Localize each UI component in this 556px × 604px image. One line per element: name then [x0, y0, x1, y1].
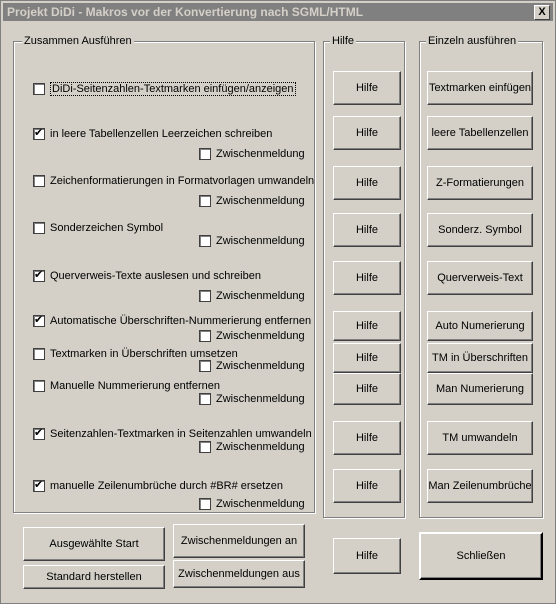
run-single-button[interactable]: TM in Überschriften — [427, 343, 533, 373]
option-label: Sonderzeichen Symbol — [50, 222, 164, 234]
intermediate-message-label: Zwischenmeldung — [216, 498, 305, 510]
window-title: Projekt DiDi - Makros vor der Konvertierung nach SGML/HTML — [7, 5, 364, 19]
option-label: DiDi-Seitenzahlen-Textmarken einfügen/anzeigen — [52, 83, 294, 95]
option-row[interactable] — [33, 222, 163, 234]
intermediate-message-row[interactable] — [199, 148, 305, 160]
group-run-together-label: Zusammen Ausführen — [24, 35, 132, 47]
intermediate-message-row[interactable] — [199, 235, 305, 247]
run-single-button[interactable]: Querverweis-Text — [427, 261, 533, 295]
intermediate-message-checkbox[interactable] — [199, 195, 211, 207]
intermediate-message-label: Zwischenmeldung — [216, 195, 305, 207]
reset-default-button[interactable]: Standard herstellen — [23, 565, 165, 589]
intermediate-message-label: Zwischenmeldung — [216, 290, 305, 302]
messages-on-button[interactable]: Zwischenmeldungen an — [173, 524, 305, 558]
help-button[interactable]: Hilfe — [333, 469, 401, 503]
option-row[interactable] — [33, 348, 238, 360]
option-checkbox[interactable] — [33, 380, 45, 392]
intermediate-message-label: Zwischenmeldung — [216, 441, 305, 453]
option-label: in leere Tabellenzellen Leerzeichen schreiben — [50, 128, 273, 140]
help-button[interactable]: Hilfe — [333, 166, 401, 200]
close-icon[interactable]: X — [534, 5, 550, 20]
option-checkbox[interactable] — [33, 428, 45, 440]
run-selected-button[interactable]: Ausgewählte Start — [23, 527, 165, 561]
close-button[interactable]: Schließen — [419, 532, 543, 580]
help-button[interactable]: Hilfe — [333, 311, 401, 341]
intermediate-message-checkbox[interactable] — [199, 235, 211, 247]
option-checkbox[interactable] — [33, 480, 45, 492]
option-row[interactable] — [33, 380, 220, 392]
help-button[interactable]: Hilfe — [333, 213, 401, 247]
option-row[interactable] — [33, 82, 296, 96]
intermediate-message-checkbox[interactable] — [199, 290, 211, 302]
intermediate-message-checkbox[interactable] — [199, 330, 211, 342]
run-single-button[interactable]: leere Tabellenzellen — [427, 116, 533, 150]
run-single-button[interactable]: Textmarken einfügen — [427, 71, 533, 105]
option-row[interactable] — [33, 428, 312, 440]
option-checkbox[interactable] — [33, 83, 45, 95]
run-single-button[interactable]: Auto Numerierung — [427, 311, 533, 341]
intermediate-message-row[interactable] — [199, 330, 305, 342]
run-single-button[interactable]: Man Zeilenumbrüche — [427, 469, 533, 503]
help-button[interactable]: Hilfe — [333, 343, 401, 373]
intermediate-message-label: Zwischenmeldung — [216, 330, 305, 342]
intermediate-message-label: Zwischenmeldung — [216, 235, 305, 247]
run-single-button[interactable]: TM umwandeln — [427, 421, 533, 455]
group-single-label: Einzeln ausführen — [428, 35, 517, 47]
intermediate-message-checkbox[interactable] — [199, 393, 211, 405]
option-label: manuelle Zeilenumbrüche durch #BR# ersetzen — [50, 480, 283, 492]
option-checkbox[interactable] — [33, 128, 45, 140]
option-label: Manuelle Nummerierung entfernen — [50, 380, 220, 392]
option-checkbox[interactable] — [33, 315, 45, 327]
option-checkbox[interactable] — [33, 348, 45, 360]
help-button[interactable]: Hilfe — [333, 261, 401, 295]
help-button[interactable]: Hilfe — [333, 116, 401, 150]
option-label: Seitenzahlen-Textmarken in Seitenzahlen umwandeln — [50, 428, 312, 440]
intermediate-message-row[interactable] — [199, 498, 305, 510]
run-single-button[interactable]: Sonderz. Symbol — [427, 213, 533, 247]
intermediate-message-row[interactable] — [199, 360, 305, 372]
option-label: Zeichenformatierungen in Formatvorlagen umwandeln — [50, 175, 315, 187]
help-button[interactable]: Hilfe — [333, 373, 401, 405]
run-single-button[interactable]: Z-Formatierungen — [427, 166, 533, 200]
option-row[interactable] — [33, 128, 272, 140]
option-row[interactable] — [33, 270, 261, 282]
option-checkbox[interactable] — [33, 270, 45, 282]
option-row[interactable] — [33, 480, 283, 492]
intermediate-message-row[interactable] — [199, 195, 305, 207]
option-row[interactable] — [33, 315, 311, 327]
option-checkbox[interactable] — [33, 175, 45, 187]
option-checkbox[interactable] — [33, 222, 45, 234]
intermediate-message-row[interactable] — [199, 290, 305, 302]
intermediate-message-label: Zwischenmeldung — [216, 393, 305, 405]
intermediate-message-row[interactable] — [199, 441, 305, 453]
intermediate-message-row[interactable] — [199, 393, 305, 405]
intermediate-message-checkbox[interactable] — [199, 441, 211, 453]
run-single-button[interactable]: Man Numerierung — [427, 373, 533, 405]
option-row[interactable] — [33, 175, 314, 187]
intermediate-message-label: Zwischenmeldung — [216, 360, 305, 372]
intermediate-message-checkbox[interactable] — [199, 148, 211, 160]
option-label: Automatische Überschriften-Nummerierung entfernen — [50, 315, 312, 327]
messages-off-button[interactable]: Zwischenmeldungen aus — [173, 560, 305, 588]
intermediate-message-label: Zwischenmeldung — [216, 148, 305, 160]
help-button[interactable]: Hilfe — [333, 421, 401, 455]
option-label: Textmarken in Überschriften umsetzen — [50, 348, 238, 360]
intermediate-message-checkbox[interactable] — [199, 360, 211, 372]
group-help-label: Hilfe — [332, 35, 355, 47]
title-bar[interactable] — [3, 3, 553, 21]
help-button-main[interactable]: Hilfe — [333, 538, 401, 574]
intermediate-message-checkbox[interactable] — [199, 498, 211, 510]
help-button[interactable]: Hilfe — [333, 71, 401, 105]
option-label: Querverweis-Texte auslesen und schreiben — [50, 270, 261, 282]
